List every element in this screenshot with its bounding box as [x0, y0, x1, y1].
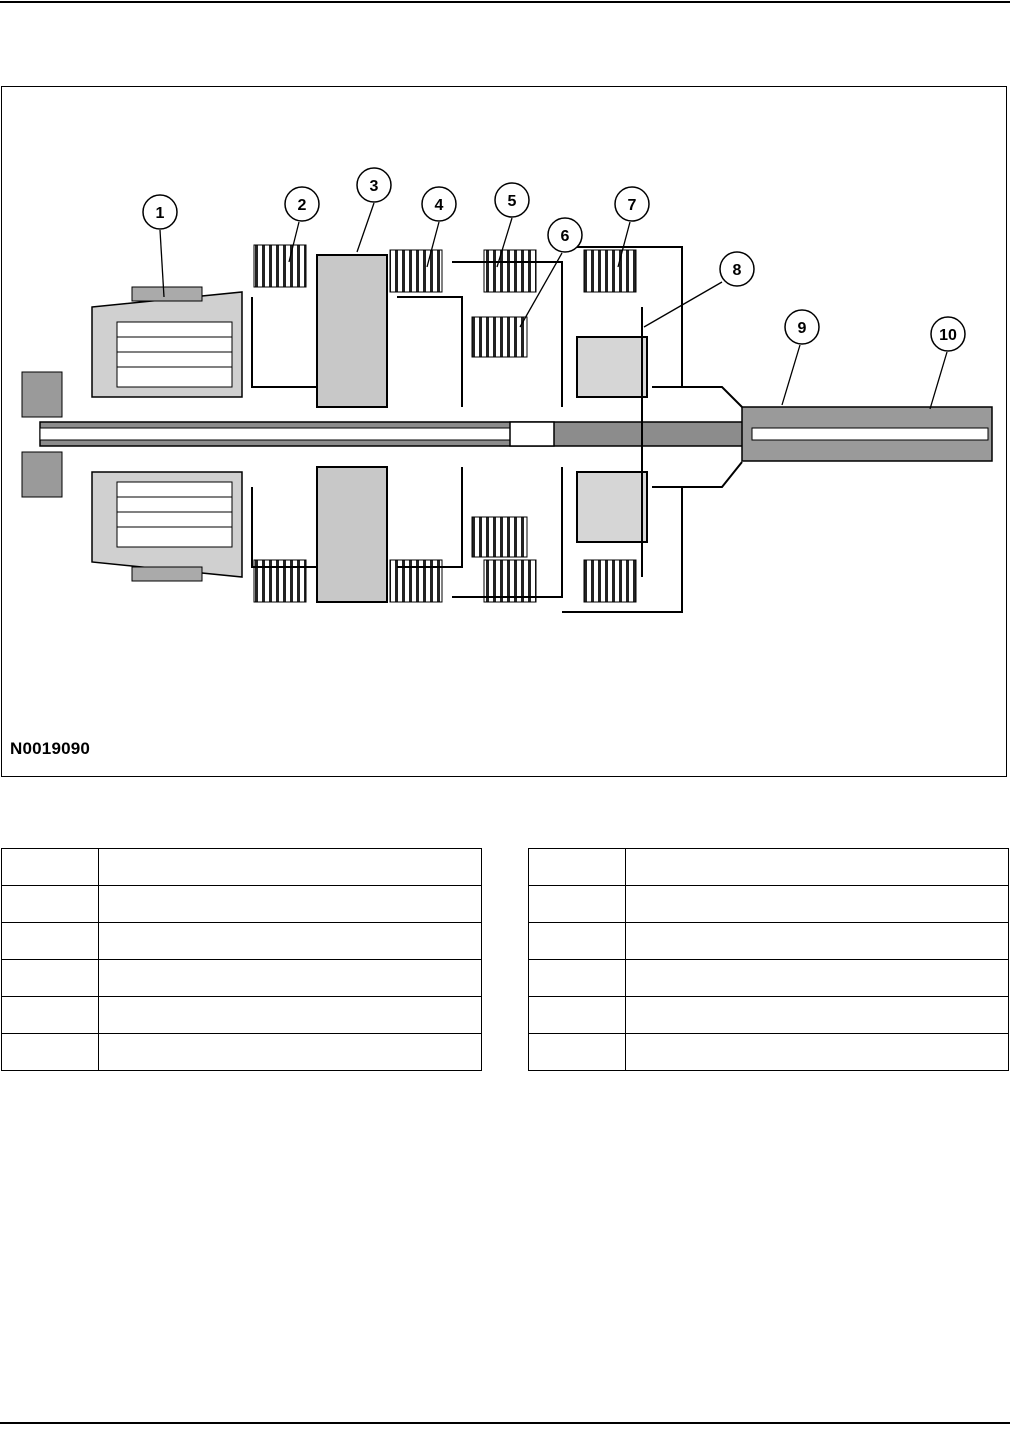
callout-9: [782, 310, 819, 405]
callout-10: [930, 317, 965, 409]
figure-frame: [1, 86, 1007, 777]
table-row: [529, 849, 1009, 886]
item-cell: [529, 886, 626, 923]
callout-5-label: 5: [507, 193, 517, 210]
callout-6-label: 6: [560, 228, 570, 245]
callout-10-label: 10: [939, 327, 957, 344]
table-row: [2, 1034, 482, 1071]
callout-7-label: 7: [627, 197, 637, 214]
item-cell: [529, 1034, 626, 1071]
table-row: [529, 923, 1009, 960]
description-cell: [99, 923, 482, 960]
table-row: [2, 997, 482, 1034]
callout-1: [143, 195, 177, 297]
table-row: [529, 886, 1009, 923]
callout-3: [357, 168, 391, 252]
callout-markers: [143, 168, 965, 409]
table-row: [2, 849, 482, 886]
description-cell: [626, 997, 1009, 1034]
description-cell: [99, 960, 482, 997]
item-cell: [529, 923, 626, 960]
item-cell: [529, 960, 626, 997]
table-row: [2, 886, 482, 923]
footer-rule: [0, 1422, 1010, 1424]
item-cell: [2, 923, 99, 960]
item-cell: [2, 1034, 99, 1071]
item-cell: [529, 997, 626, 1034]
description-cell: [99, 849, 482, 886]
callout-8: [644, 252, 754, 327]
callout-8-label: 8: [732, 262, 742, 279]
item-cell: [2, 886, 99, 923]
item-cell: [2, 997, 99, 1034]
table-row: [2, 923, 482, 960]
transmission-cross-section-diagram: [2, 87, 1008, 778]
item-cell: [2, 960, 99, 997]
callout-3-label: 3: [369, 178, 379, 195]
description-cell: [626, 960, 1009, 997]
description-cell: [99, 1034, 482, 1071]
description-cell: [626, 849, 1009, 886]
callout-9-label: 9: [797, 320, 807, 337]
table-row: [2, 960, 482, 997]
item-cell: [2, 849, 99, 886]
description-cell: [99, 886, 482, 923]
description-cell: [626, 923, 1009, 960]
callout-2-label: 2: [297, 197, 307, 214]
item-cell: [529, 849, 626, 886]
table-row: [529, 1034, 1009, 1071]
key-table-right: [528, 848, 1009, 1071]
description-cell: [99, 997, 482, 1034]
description-cell: [626, 886, 1009, 923]
table-row: [529, 960, 1009, 997]
figure-id: N0019090: [10, 739, 91, 758]
key-table-left: [1, 848, 482, 1071]
description-cell: [626, 1034, 1009, 1071]
header-rule: [0, 1, 1010, 3]
callout-4-label: 4: [434, 197, 444, 214]
callout-1-label: 1: [155, 205, 165, 222]
table-row: [529, 997, 1009, 1034]
